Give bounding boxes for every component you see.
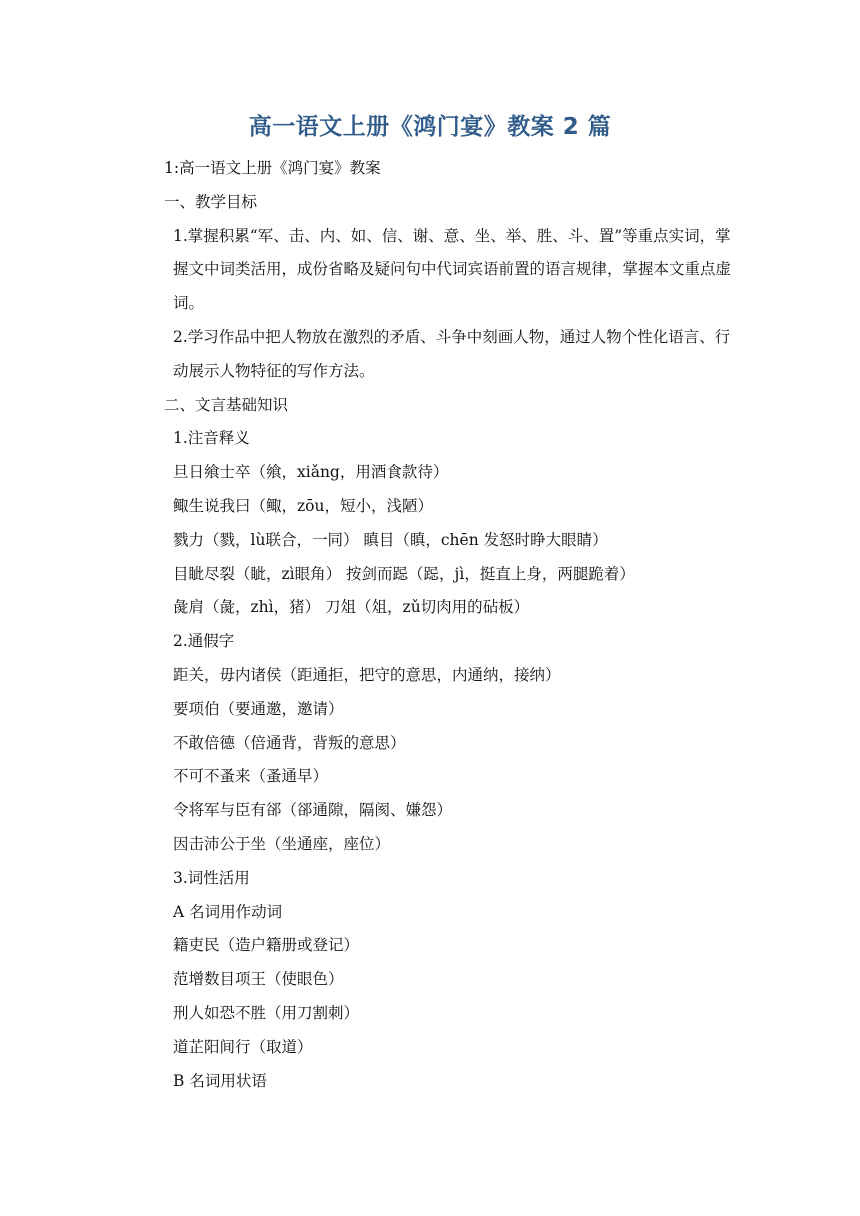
list-item: 籍吏民（造户籍册或登记） <box>173 936 360 955</box>
list-item: 要项伯（要通邀，邀请） <box>173 699 344 718</box>
list-item: 道芷阳间行（取道） <box>173 1037 313 1056</box>
list-item: 因击沛公于坐（坐通座，座位） <box>173 834 391 853</box>
list-item: 目眦尽裂（眦，zì眼角） 按剑而跽（跽，jì，挺直上身，两腿跪着） <box>173 564 635 583</box>
list-item: 不敢倍德（倍通背，背叛的意思） <box>173 733 406 752</box>
list-item: 彘肩（彘，zhì，猪） 刀俎（俎，zǔ切肉用的砧板） <box>173 598 530 617</box>
list-item: 3.词性活用 <box>173 868 250 887</box>
document-title: 高一语文上册《鸿门宴》教案 2 篇 <box>248 114 612 140</box>
list-item: 范增数目项王（使眼色） <box>173 970 344 989</box>
list-item: 旦日飨士卒（飨，xiǎng，用酒食款待） <box>173 463 449 482</box>
list-item: 鲰生说我曰（鲰，zōu，短小，浅陋） <box>173 496 433 515</box>
list-item: 2.通假字 <box>173 632 235 651</box>
list-item: A 名词用作动词 <box>173 902 283 921</box>
list-item: 戮力（戮，lù联合，一同） 瞋目（瞋，chēn 发怒时睁大眼睛） <box>173 530 608 549</box>
body-paragraph: 2.学习作品中把人物放在激烈的矛盾、斗争中刻画人物，通过人物个性化语言、行动展示人物特征的写作方法。 <box>173 327 731 380</box>
list-item: 令将军与臣有郤（郤通隙，隔阂、嫌怨） <box>173 801 453 820</box>
section-heading: 二、文言基础知识 <box>164 395 289 414</box>
list-item: 距关，毋内诸侯（距通拒，把守的意思，内通纳，接纳） <box>173 665 561 684</box>
subtitle-line: 1:高一语文上册《鸿门宴》教案 <box>164 159 381 177</box>
list-item: B 名词用状语 <box>173 1071 267 1090</box>
list-item: 刑人如恐不胜（用刀割刺） <box>173 1003 360 1022</box>
body-paragraph: 1.掌握积累“军、击、内、如、信、谢、意、坐、举、胜、斗、置”等重点实词，掌握文中词类活用，成份省略及疑问句中代词宾语前置的语言规律，掌握本文重点虚词。 <box>173 226 732 313</box>
list-item: 1.注音释义 <box>173 429 250 448</box>
list-item: 不可不蚤来（蚤通早） <box>173 767 329 786</box>
section-heading: 一、教学目标 <box>164 192 258 211</box>
document-body <box>130 152 732 1098</box>
